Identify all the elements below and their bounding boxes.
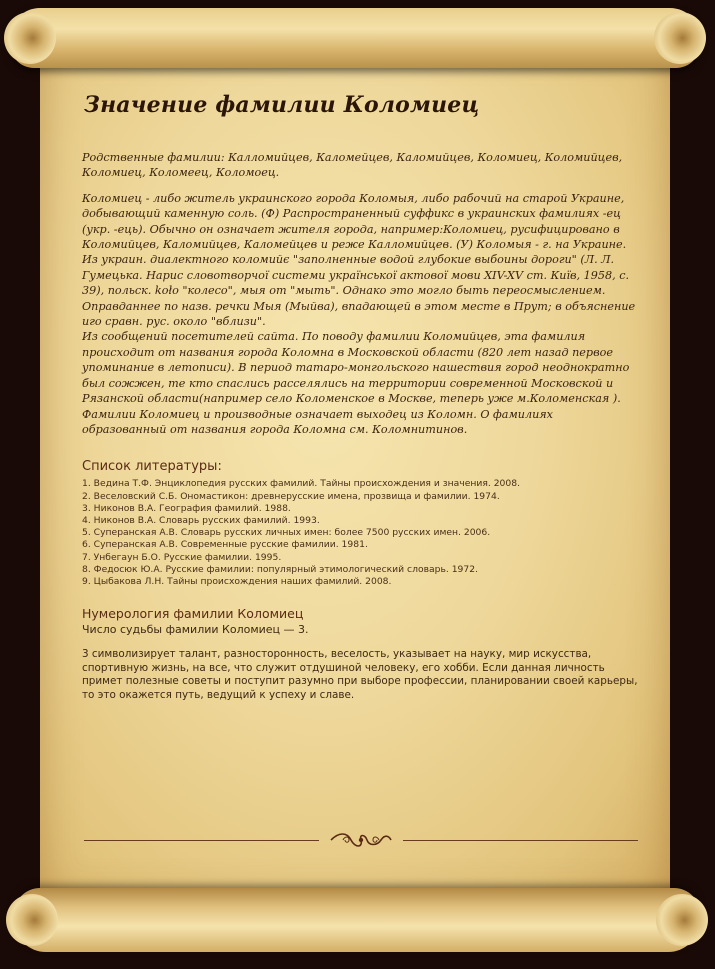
scroll-top-roll (10, 8, 700, 68)
scroll-curl-icon (656, 894, 708, 946)
article (82, 92, 638, 703)
literature-item: 8. Федосюк Ю.А. Русские фамилии: популярный этимологический словарь. 1972. (82, 563, 479, 575)
scroll-curl-icon (6, 894, 58, 946)
divider-line (403, 840, 638, 841)
literature-item: 3. Никонов В.А. География фамилий. 1988. (82, 502, 291, 514)
numerology-text: 3 символизирует талант, разносторонность, веселость, указывает на науку, мир искусства, спортивную жизнь, на все, что служит отдушиной человеку, его хобби. Если данная личность примет полезные советы и поступит разумно при выборе профессии, планировании своей карьеры, то это окажется путь, ведущий к успеху и славе. (82, 648, 638, 701)
literature-list (82, 478, 638, 588)
origin-paragraph: Коломиец - либо житель украинского города Коломыя, либо рабочий на старой Украине, добывающий каменную соль. (Ф) Распространенный суффикс в украинских фамилиях -ец (укр. -ець). Обычно он означает жителя города, например:Коломиец, русифицировано в Коломийцев, Каломийцев, Каломейцев и реже Калломийцев. (У) Коломыя - г. на Украине. Из украин. диалектного коломийє "заполненные водой глубокие выбоины дороги" (Л. Л. Гумецька. Нарис словотворчої системи української актової мови XIV-XV ст. Київ, 1958, с. 39), польск. koło "колесо", мыя от "мыть". Однако это могло быть переосмыслением. Оправданнее по назв. речки Мыя (Мыйва), впадающей в этом месте в Прут; в объяснение иго сравн. рус. около "вблизи". (82, 191, 636, 329)
literature-item: 9. Цыбакова Л.Н. Тайны происхождения наших фамилий. 2008. (82, 575, 392, 587)
flourish-icon (329, 830, 393, 850)
divider-line (84, 840, 319, 841)
literature-item: 6. Суперанская А.В. Современные русские фамилии. 1981. (82, 539, 368, 551)
literature-item: 1. Ведина Т.Ф. Энциклопедия русских фамилий. Тайны происхождения и значения. 2008. (82, 478, 520, 490)
numerology-heading: Нумерология фамилии Коломиец (82, 606, 304, 622)
related-surnames: Родственные фамилии: Калломийцев, Каломейцев, Каломийцев, Коломиец, Коломийцев, Коломиец, Коломеец, Коломоец. (82, 151, 623, 180)
literature-item: 7. Унбегаун Б.О. Русские фамилии. 1995. (82, 551, 282, 563)
destiny-number: Число судьбы фамилии Коломиец — 3. (82, 623, 309, 637)
scroll-curl-icon (654, 12, 706, 64)
visitors-paragraph: Из сообщений посетителей сайта. По поводу фамилии Коломийцев, эта фамилия происходит от названия города Коломна в Московской области (820 лет назад первое упоминание в летописи). В период татаро-монгольского нашествия город неоднократно был сожжен, те кто спаслись расселялись на территории современной Московской и Рязанской области(например село Коломенское в Москве, теперь уже м.Коломенская ). Фамилии Коломиец и производные означает выходец из Коломн. О фамилиях образованный от названия города Коломна см. Коломнитинов. (82, 330, 630, 436)
scroll-bottom-roll (14, 888, 700, 952)
literature-item: 2. Веселовский С.Б. Ономастикон: древнерусские имена, прозвища и фамилии. 1974. (82, 490, 500, 502)
literature-heading: Список литературы: (82, 459, 222, 475)
page-title: Значение фамилии Коломиец (84, 92, 480, 118)
ornament-divider (84, 830, 638, 850)
literature-item: 4. Никонов В.А. Словарь русских фамилий. 1993. (82, 514, 320, 526)
literature-item: 5. Суперанская А.В. Словарь русских личных имен: более 7500 русских имен. 2006. (82, 527, 491, 539)
scroll-curl-icon (4, 12, 56, 64)
